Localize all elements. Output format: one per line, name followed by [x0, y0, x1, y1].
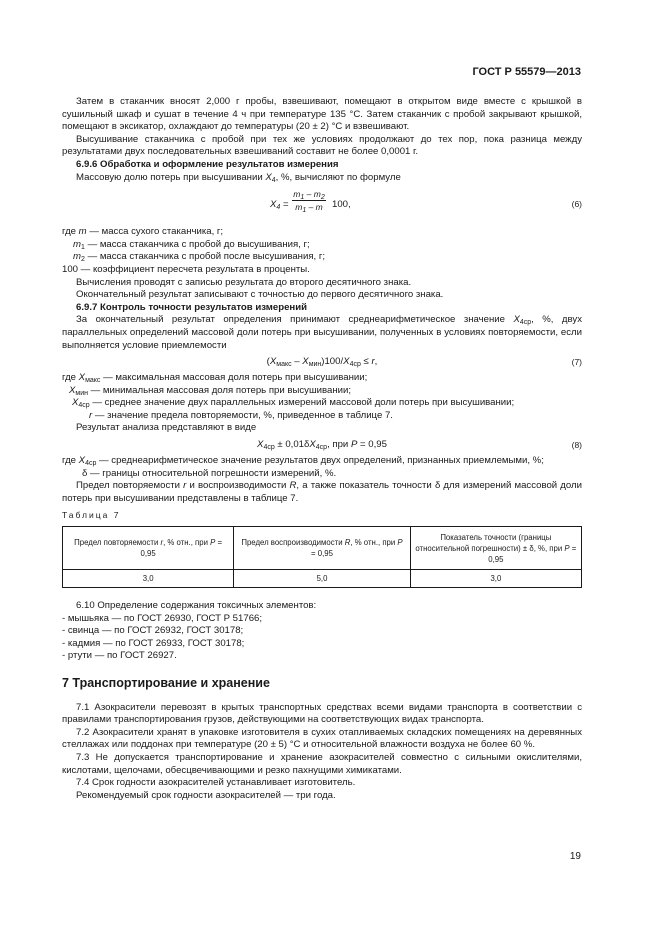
toxic-elements-list: [62, 600, 582, 663]
formula-7: [62, 354, 582, 370]
table-header-cell: Предел повторяемости r, % отн., при P = 0,95: [63, 527, 234, 570]
formula-8-expression: $X_{4ср} \pm 0,01\delta X_{4ср}$, при P = 0,95: [257, 439, 387, 452]
definition-item: $X_{4ср}$ — среднее значение двух параллельных измерений массовой доли потерь при высушивании;: [72, 397, 515, 410]
formula-7-number: (7): [571, 357, 582, 368]
section-title-6-9-6: 6.9.6 Обработка и оформление результатов измерения: [76, 158, 339, 170]
formula-6-denominator: $m_1$ – m: [295, 202, 323, 215]
definition-item: 100 — коэффициент пересчета результата в проценты.: [62, 263, 310, 275]
formula-6: [62, 186, 582, 220]
list-item: - свинца — по ГОСТ 26932, ГОСТ 30178;: [62, 625, 244, 637]
table-header-row: [63, 527, 582, 570]
table-header-cell: Показатель точности (границы относительной погрешности) ± δ, %, при P = 0,95: [410, 527, 581, 570]
table-caption: Таблица 7: [62, 510, 121, 521]
paragraph-shelf-life: Рекомендуемый срок годности азокрасителей — три года.: [76, 789, 336, 801]
paragraph-acceptance: За окончательный результат определения принимают среднеарифметическое значение $X_{4ср}$, %, двух параллельных определений массовой доли потерь при высушивании, полученных в условиях повторяемости, если выполняется условие приемлемости: [62, 314, 582, 351]
list-item: - кадмия — по ГОСТ 26933, ГОСТ 30178;: [62, 637, 245, 649]
paragraph-7-3: 7.3 Не допускается транспортирование и хранение азокрасителей совместно с сильными окислителями, кислотами, щелочами, обесцвечивающими и резко пахнущими химикатами.: [62, 751, 582, 776]
formula-6-rhs: 100,: [332, 199, 351, 211]
section-title-6-10: 6.10 Определение содержания токсичных элементов:: [76, 600, 317, 612]
definition-item: r — значение предела повторяемости, %, приведенное в таблице 7.: [89, 409, 393, 421]
formula-6-numerator: $m_1 - m_2$: [293, 189, 325, 202]
page-number: 19: [569, 851, 581, 862]
definition-item: $m_2$ — масса стаканчика с пробой после высушивания, г;: [73, 251, 326, 264]
definitions-6: [62, 226, 582, 276]
paragraph-7-4: 7.4 Срок годности азокрасителей устанавливает изготовитель.: [76, 777, 356, 789]
definitions-7: [62, 372, 582, 422]
definition-item: δ — границы относительной погрешности измерений, %.: [82, 467, 337, 479]
document-code: ГОСТ Р 55579—2013: [472, 66, 581, 78]
formula-8: [62, 437, 582, 453]
definition-item: $m_1$ — масса стаканчика с пробой до высушивания, г;: [73, 238, 310, 251]
paragraph-formula-lead: Массовую долю потерь при высушивании $X_4$, %, вычисляют по формуле: [76, 171, 401, 184]
paragraph-7-1: 7.1 Азокрасители перевозят в крытых транспортных средствах всеми видами транспорта в соответствии с правилами транспортирования грузов, действующими на соответствующих видах транспорта.: [62, 701, 582, 726]
table-cell: 5,0: [234, 570, 410, 588]
document-body: [62, 96, 582, 802]
paragraph-limits: Предел повторяемости r и воспроизводимости R, а также показатель точности δ для измерений массовой доли потерь при высушивании представлены в таблице 7.: [62, 480, 582, 504]
table-cell: 3,0: [63, 570, 234, 588]
paragraph-7-2: 7.2 Азокрасители хранят в упаковке изготовителя в сухих отапливаемых складских помещениях на деревянных стеллажах или поддонах при температуре (20 ± 5) °С и относительной влажности воздуха не более 60 %.: [62, 726, 582, 751]
list-item: - мышьяка — по ГОСТ 26930, ГОСТ Р 51766;: [62, 612, 263, 624]
formula-6-lhs: $X_4$ =: [270, 199, 289, 212]
formula-6-fraction: [292, 188, 326, 213]
definitions-8: [62, 455, 582, 480]
table-header-cell: Предел воспроизводимости R, % отн., при P = 0,95: [234, 527, 410, 570]
formula-6-number: (6): [571, 199, 582, 210]
formula-7-expression: $(X_{макс} - X_{мин})100/X_{4ср} \le r$,: [266, 356, 378, 369]
formula-8-number: (8): [571, 440, 582, 451]
paragraph-final-precision: Окончательный результат записывают с точностью до первого десятичного знака.: [76, 289, 444, 301]
definition-item: $X_{мин}$ — минимальная массовая доля потерь при высушивании;: [69, 384, 352, 397]
paragraph-weighing: Затем в стаканчик вносят 2,000 г пробы, взвешивают, помещают в открытом виде вместе с крышкой в сушильный шкаф и сушат в течение 4 ч при температуре 135 °С. Затем стаканчик с пробой закрывают крышкой, помещают в эксикатор, охлаждают до температуры (20 ± 2) °С и взвешивают.: [62, 96, 582, 133]
definition-item: где $X_{макс}$ — максимальная массовая доля потерь при высушивании;: [62, 372, 368, 385]
paragraph-drying-repeat: Высушивание стаканчика с пробой при тех же условиях продолжают до тех пор, пока разница между результатами двух последовательных взвешиваний составит не более 0,0001 г.: [62, 133, 582, 158]
section-title-7: 7 Транспортирование и хранение: [62, 676, 270, 690]
definition-item: где m — масса сухого стаканчика, г;: [62, 226, 224, 238]
list-item: - ртути — по ГОСТ 26927.: [62, 650, 177, 662]
paragraph-calc-precision: Вычисления проводят с записью результата до второго десятичного знака.: [76, 276, 412, 288]
table-row: [63, 570, 582, 588]
table-cell: 3,0: [410, 570, 581, 588]
table-7: [62, 526, 582, 588]
definition-item: где $X_{4ср}$ — среднеарифметическое значение результатов двух определений, признанных приемлемыми, %;: [62, 455, 544, 468]
section-title-6-9-7: 6.9.7 Контроль точности результатов измерений: [76, 301, 307, 313]
paragraph-result-form: Результат анализа представляют в виде: [76, 422, 257, 434]
